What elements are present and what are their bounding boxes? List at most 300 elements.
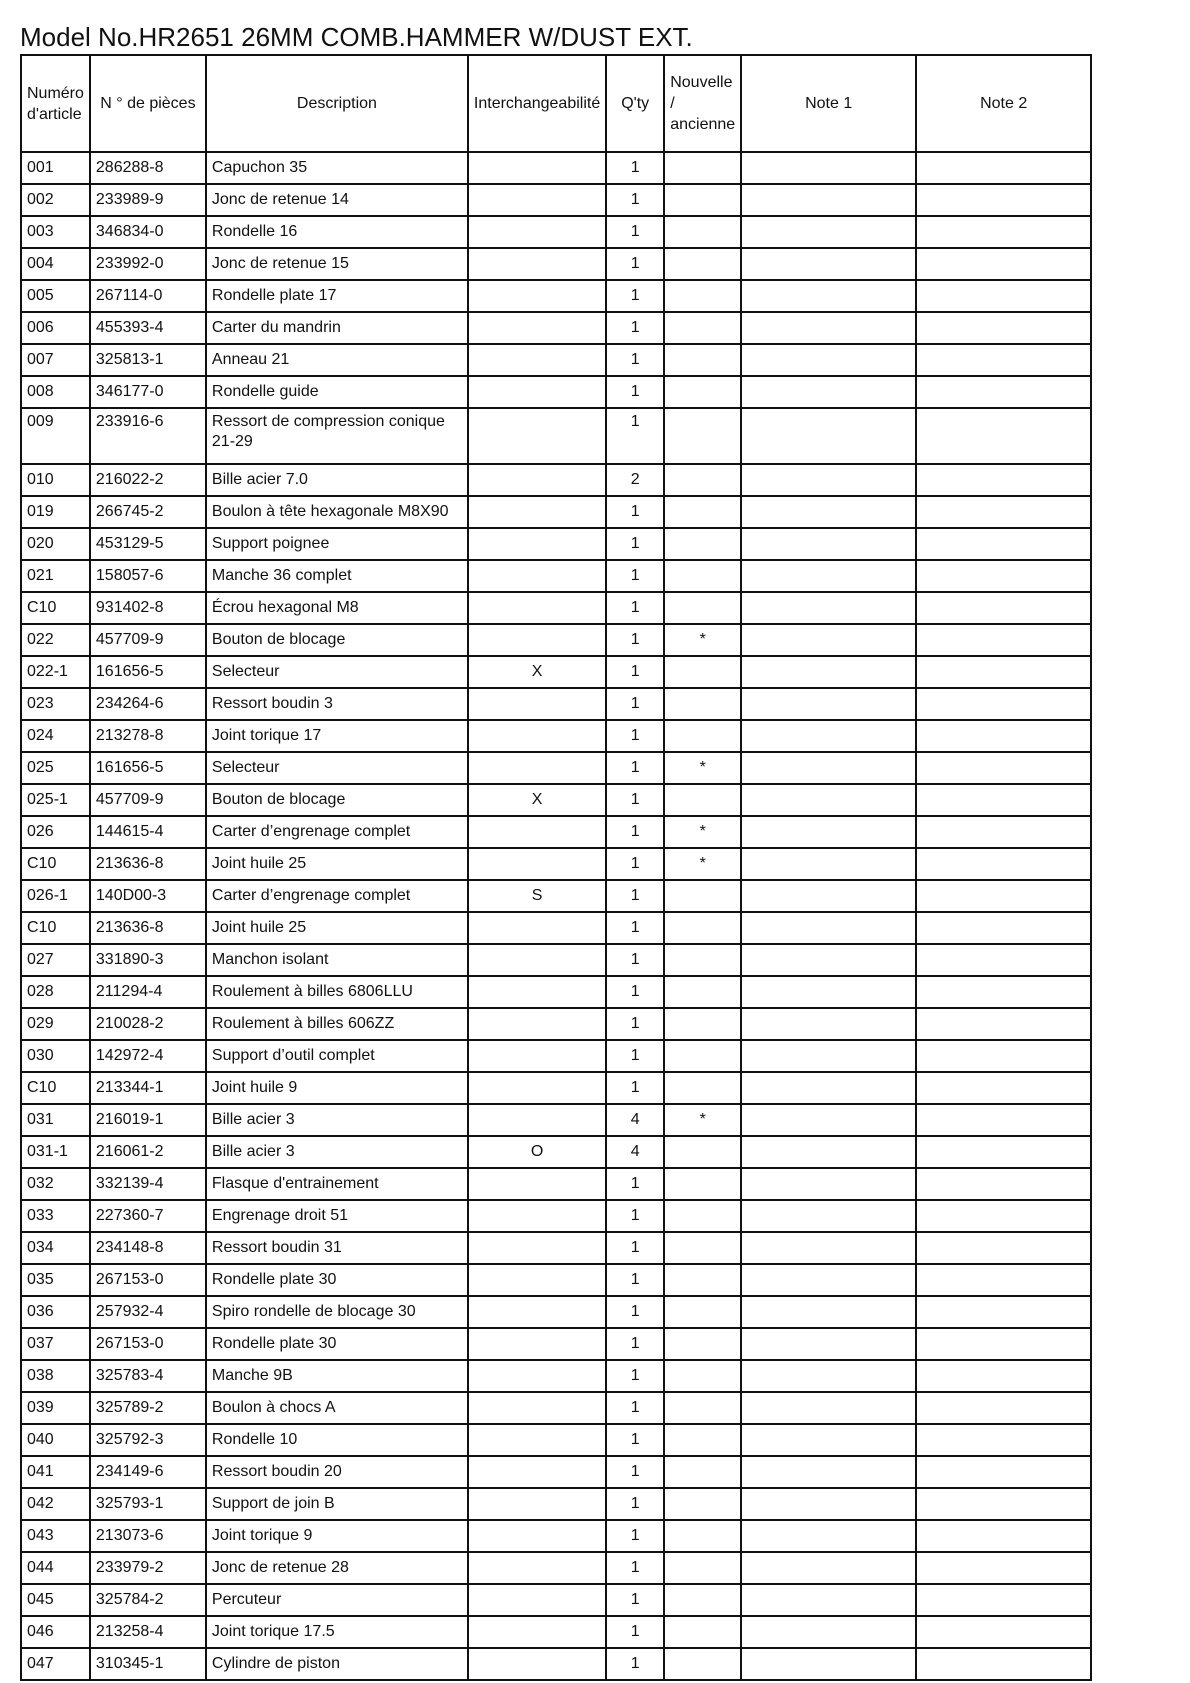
cell-quantity: 1 bbox=[606, 816, 664, 848]
cell-part-number: 931402-8 bbox=[90, 592, 206, 624]
cell-note-2 bbox=[916, 1040, 1091, 1072]
cell-interchangeability: X bbox=[468, 656, 606, 688]
cell-new-old bbox=[664, 184, 741, 216]
cell-note-1 bbox=[741, 376, 916, 408]
cell-description: Jonc de retenue 14 bbox=[206, 184, 468, 216]
table-row bbox=[21, 560, 1091, 592]
cell-note-2 bbox=[916, 344, 1091, 376]
table-row bbox=[21, 1264, 1091, 1296]
cell-interchangeability bbox=[468, 592, 606, 624]
cell-note-2 bbox=[916, 944, 1091, 976]
table-row bbox=[21, 280, 1091, 312]
cell-quantity: 1 bbox=[606, 152, 664, 184]
cell-part-number: 457709-9 bbox=[90, 624, 206, 656]
cell-quantity: 1 bbox=[606, 1488, 664, 1520]
cell-part-number: 346177-0 bbox=[90, 376, 206, 408]
cell-interchangeability bbox=[468, 1360, 606, 1392]
cell-quantity: 1 bbox=[606, 1072, 664, 1104]
cell-description: Joint huile 25 bbox=[206, 848, 468, 880]
cell-note-1 bbox=[741, 752, 916, 784]
cell-new-old bbox=[664, 560, 741, 592]
cell-part-number: 233992-0 bbox=[90, 248, 206, 280]
cell-new-old bbox=[664, 1040, 741, 1072]
cell-interchangeability bbox=[468, 560, 606, 592]
cell-new-old bbox=[664, 912, 741, 944]
cell-interchangeability bbox=[468, 1520, 606, 1552]
cell-note-1 bbox=[741, 1456, 916, 1488]
cell-description: Carter d’engrenage complet bbox=[206, 880, 468, 912]
cell-new-old: * bbox=[664, 816, 741, 848]
cell-description: Bille acier 3 bbox=[206, 1104, 468, 1136]
cell-new-old bbox=[664, 784, 741, 816]
cell-note-1 bbox=[741, 656, 916, 688]
cell-note-2 bbox=[916, 912, 1091, 944]
cell-interchangeability bbox=[468, 376, 606, 408]
cell-new-old: * bbox=[664, 1104, 741, 1136]
cell-interchangeability bbox=[468, 496, 606, 528]
cell-description: Ressort de compression conique 21-29 bbox=[206, 408, 468, 464]
cell-note-2 bbox=[916, 720, 1091, 752]
cell-part-number: 158057-6 bbox=[90, 560, 206, 592]
cell-part-number: 210028-2 bbox=[90, 1008, 206, 1040]
cell-interchangeability bbox=[468, 1424, 606, 1456]
cell-description: Selecteur bbox=[206, 656, 468, 688]
cell-description: Roulement à billes 6806LLU bbox=[206, 976, 468, 1008]
cell-note-2 bbox=[916, 816, 1091, 848]
cell-note-2 bbox=[916, 408, 1091, 464]
cell-quantity: 1 bbox=[606, 1616, 664, 1648]
cell-part-number: 325793-1 bbox=[90, 1488, 206, 1520]
cell-interchangeability bbox=[468, 464, 606, 496]
cell-interchangeability: X bbox=[468, 784, 606, 816]
cell-description: Rondelle plate 30 bbox=[206, 1328, 468, 1360]
cell-note-2 bbox=[916, 1168, 1091, 1200]
cell-note-2 bbox=[916, 496, 1091, 528]
cell-part-number: 455393-4 bbox=[90, 312, 206, 344]
cell-interchangeability bbox=[468, 1200, 606, 1232]
cell-note-2 bbox=[916, 1072, 1091, 1104]
cell-interchangeability bbox=[468, 1040, 606, 1072]
cell-note-2 bbox=[916, 184, 1091, 216]
cell-part-number: 213344-1 bbox=[90, 1072, 206, 1104]
cell-item-number: 034 bbox=[21, 1232, 90, 1264]
cell-note-1 bbox=[741, 1168, 916, 1200]
cell-note-1 bbox=[741, 1264, 916, 1296]
cell-note-2 bbox=[916, 976, 1091, 1008]
page-title: Model No.HR2651 26MM COMB.HAMMER W/DUST EXT. bbox=[20, 22, 693, 52]
table-row bbox=[21, 1168, 1091, 1200]
cell-interchangeability bbox=[468, 1648, 606, 1680]
cell-item-number: 031-1 bbox=[21, 1136, 90, 1168]
cell-description: Boulon à tête hexagonale M8X90 bbox=[206, 496, 468, 528]
table-row bbox=[21, 464, 1091, 496]
cell-item-number: 026-1 bbox=[21, 880, 90, 912]
cell-item-number: 028 bbox=[21, 976, 90, 1008]
cell-note-1 bbox=[741, 784, 916, 816]
cell-quantity: 1 bbox=[606, 848, 664, 880]
cell-item-number: 026 bbox=[21, 816, 90, 848]
cell-description: Joint torique 9 bbox=[206, 1520, 468, 1552]
cell-note-2 bbox=[916, 1424, 1091, 1456]
header-interchangeability: Interchangeabilité bbox=[468, 55, 606, 152]
header-new-old: Nouvelle / ancienne bbox=[664, 55, 741, 152]
cell-note-2 bbox=[916, 528, 1091, 560]
cell-item-number: 025-1 bbox=[21, 784, 90, 816]
table-row bbox=[21, 848, 1091, 880]
cell-interchangeability bbox=[468, 1616, 606, 1648]
cell-quantity: 1 bbox=[606, 592, 664, 624]
table-row bbox=[21, 720, 1091, 752]
cell-note-2 bbox=[916, 1200, 1091, 1232]
table-row bbox=[21, 1648, 1091, 1680]
cell-item-number: 010 bbox=[21, 464, 90, 496]
cell-quantity: 1 bbox=[606, 1328, 664, 1360]
cell-part-number: 266745-2 bbox=[90, 496, 206, 528]
cell-new-old bbox=[664, 464, 741, 496]
cell-item-number: 033 bbox=[21, 1200, 90, 1232]
cell-new-old bbox=[664, 1328, 741, 1360]
table-row bbox=[21, 184, 1091, 216]
cell-description: Support d’outil complet bbox=[206, 1040, 468, 1072]
cell-interchangeability bbox=[468, 1488, 606, 1520]
cell-item-number: 042 bbox=[21, 1488, 90, 1520]
cell-new-old bbox=[664, 1008, 741, 1040]
cell-note-2 bbox=[916, 1456, 1091, 1488]
cell-quantity: 1 bbox=[606, 1040, 664, 1072]
cell-quantity: 1 bbox=[606, 656, 664, 688]
cell-description: Bouton de blocage bbox=[206, 784, 468, 816]
cell-quantity: 1 bbox=[606, 376, 664, 408]
cell-note-1 bbox=[741, 1008, 916, 1040]
cell-part-number: 325783-4 bbox=[90, 1360, 206, 1392]
table-row bbox=[21, 1008, 1091, 1040]
cell-description: Bouton de blocage bbox=[206, 624, 468, 656]
cell-part-number: 267153-0 bbox=[90, 1328, 206, 1360]
cell-part-number: 211294-4 bbox=[90, 976, 206, 1008]
cell-note-2 bbox=[916, 1520, 1091, 1552]
cell-part-number: 140D00-3 bbox=[90, 880, 206, 912]
cell-new-old bbox=[664, 1296, 741, 1328]
cell-description: Bille acier 3 bbox=[206, 1136, 468, 1168]
cell-note-1 bbox=[741, 1520, 916, 1552]
cell-note-1 bbox=[741, 880, 916, 912]
cell-description: Ressort boudin 31 bbox=[206, 1232, 468, 1264]
cell-new-old bbox=[664, 1456, 741, 1488]
cell-interchangeability bbox=[468, 1232, 606, 1264]
cell-new-old bbox=[664, 1072, 741, 1104]
cell-item-number: 025 bbox=[21, 752, 90, 784]
table-row bbox=[21, 1200, 1091, 1232]
cell-note-2 bbox=[916, 1104, 1091, 1136]
cell-note-1 bbox=[741, 1200, 916, 1232]
cell-description: Boulon à chocs A bbox=[206, 1392, 468, 1424]
cell-quantity: 1 bbox=[606, 1424, 664, 1456]
table-row bbox=[21, 1520, 1091, 1552]
cell-new-old bbox=[664, 1360, 741, 1392]
cell-item-number: C10 bbox=[21, 848, 90, 880]
cell-description: Joint torique 17.5 bbox=[206, 1616, 468, 1648]
cell-part-number: 216022-2 bbox=[90, 464, 206, 496]
cell-note-2 bbox=[916, 376, 1091, 408]
cell-description: Manche 9B bbox=[206, 1360, 468, 1392]
cell-item-number: 009 bbox=[21, 408, 90, 464]
cell-note-2 bbox=[916, 1392, 1091, 1424]
cell-note-2 bbox=[916, 848, 1091, 880]
cell-note-1 bbox=[741, 560, 916, 592]
cell-item-number: 022-1 bbox=[21, 656, 90, 688]
cell-description: Jonc de retenue 28 bbox=[206, 1552, 468, 1584]
cell-part-number: 346834-0 bbox=[90, 216, 206, 248]
cell-description: Capuchon 35 bbox=[206, 152, 468, 184]
cell-item-number: 035 bbox=[21, 1264, 90, 1296]
cell-new-old bbox=[664, 344, 741, 376]
cell-interchangeability bbox=[468, 1456, 606, 1488]
cell-part-number: 286288-8 bbox=[90, 152, 206, 184]
cell-item-number: 044 bbox=[21, 1552, 90, 1584]
table-row bbox=[21, 1296, 1091, 1328]
header-part-number: N ° de pièces bbox=[90, 55, 206, 152]
cell-interchangeability bbox=[468, 528, 606, 560]
cell-item-number: 040 bbox=[21, 1424, 90, 1456]
cell-part-number: 257932-4 bbox=[90, 1296, 206, 1328]
cell-note-2 bbox=[916, 1488, 1091, 1520]
table-row bbox=[21, 1328, 1091, 1360]
cell-note-1 bbox=[741, 1328, 916, 1360]
cell-note-1 bbox=[741, 720, 916, 752]
cell-note-1 bbox=[741, 848, 916, 880]
cell-new-old bbox=[664, 1392, 741, 1424]
cell-description: Joint huile 9 bbox=[206, 1072, 468, 1104]
cell-part-number: 213258-4 bbox=[90, 1616, 206, 1648]
cell-new-old bbox=[664, 688, 741, 720]
cell-interchangeability bbox=[468, 720, 606, 752]
cell-note-2 bbox=[916, 1328, 1091, 1360]
cell-description: Spiro rondelle de blocage 30 bbox=[206, 1296, 468, 1328]
cell-new-old bbox=[664, 592, 741, 624]
cell-part-number: 310345-1 bbox=[90, 1648, 206, 1680]
cell-quantity: 1 bbox=[606, 976, 664, 1008]
table-row bbox=[21, 1136, 1091, 1168]
cell-part-number: 144615-4 bbox=[90, 816, 206, 848]
cell-interchangeability bbox=[468, 344, 606, 376]
cell-part-number: 234149-6 bbox=[90, 1456, 206, 1488]
cell-interchangeability: O bbox=[468, 1136, 606, 1168]
cell-interchangeability bbox=[468, 688, 606, 720]
cell-interchangeability bbox=[468, 216, 606, 248]
cell-note-2 bbox=[916, 1584, 1091, 1616]
cell-description: Selecteur bbox=[206, 752, 468, 784]
cell-description: Flasque d'entrainement bbox=[206, 1168, 468, 1200]
cell-quantity: 1 bbox=[606, 1008, 664, 1040]
cell-note-1 bbox=[741, 184, 916, 216]
cell-new-old bbox=[664, 216, 741, 248]
cell-new-old: * bbox=[664, 848, 741, 880]
cell-quantity: 2 bbox=[606, 464, 664, 496]
cell-note-2 bbox=[916, 1264, 1091, 1296]
cell-item-number: 037 bbox=[21, 1328, 90, 1360]
cell-description: Jonc de retenue 15 bbox=[206, 248, 468, 280]
cell-quantity: 1 bbox=[606, 752, 664, 784]
table-row bbox=[21, 152, 1091, 184]
cell-new-old bbox=[664, 1648, 741, 1680]
table-row bbox=[21, 248, 1091, 280]
cell-description: Écrou hexagonal M8 bbox=[206, 592, 468, 624]
cell-interchangeability bbox=[468, 152, 606, 184]
cell-quantity: 1 bbox=[606, 496, 664, 528]
cell-quantity: 4 bbox=[606, 1104, 664, 1136]
parts-table bbox=[20, 54, 1092, 1681]
cell-interchangeability bbox=[468, 280, 606, 312]
cell-note-2 bbox=[916, 592, 1091, 624]
table-row bbox=[21, 408, 1091, 464]
cell-part-number: 216019-1 bbox=[90, 1104, 206, 1136]
cell-part-number: 453129-5 bbox=[90, 528, 206, 560]
cell-quantity: 1 bbox=[606, 688, 664, 720]
cell-part-number: 213636-8 bbox=[90, 912, 206, 944]
cell-interchangeability bbox=[468, 752, 606, 784]
cell-note-1 bbox=[741, 1488, 916, 1520]
cell-note-1 bbox=[741, 280, 916, 312]
cell-quantity: 1 bbox=[606, 720, 664, 752]
cell-description: Support poignee bbox=[206, 528, 468, 560]
cell-note-2 bbox=[916, 1616, 1091, 1648]
cell-quantity: 1 bbox=[606, 280, 664, 312]
cell-new-old bbox=[664, 1200, 741, 1232]
table-row bbox=[21, 1104, 1091, 1136]
cell-quantity: 1 bbox=[606, 912, 664, 944]
cell-new-old bbox=[664, 408, 741, 464]
cell-note-2 bbox=[916, 280, 1091, 312]
cell-new-old bbox=[664, 312, 741, 344]
cell-item-number: 002 bbox=[21, 184, 90, 216]
cell-description: Rondelle plate 30 bbox=[206, 1264, 468, 1296]
cell-note-1 bbox=[741, 912, 916, 944]
cell-quantity: 1 bbox=[606, 1200, 664, 1232]
cell-note-1 bbox=[741, 1552, 916, 1584]
cell-quantity: 1 bbox=[606, 1360, 664, 1392]
table-row bbox=[21, 1040, 1091, 1072]
cell-part-number: 213278-8 bbox=[90, 720, 206, 752]
table-row bbox=[21, 656, 1091, 688]
cell-quantity: 1 bbox=[606, 880, 664, 912]
cell-new-old bbox=[664, 1424, 741, 1456]
cell-note-1 bbox=[741, 1360, 916, 1392]
cell-new-old bbox=[664, 1616, 741, 1648]
cell-interchangeability bbox=[468, 1552, 606, 1584]
cell-item-number: 032 bbox=[21, 1168, 90, 1200]
header-description: Description bbox=[206, 55, 468, 152]
cell-item-number: 039 bbox=[21, 1392, 90, 1424]
cell-description: Cylindre de piston bbox=[206, 1648, 468, 1680]
cell-description: Anneau 21 bbox=[206, 344, 468, 376]
cell-part-number: 457709-9 bbox=[90, 784, 206, 816]
cell-note-2 bbox=[916, 752, 1091, 784]
cell-new-old bbox=[664, 656, 741, 688]
cell-item-number: C10 bbox=[21, 1072, 90, 1104]
cell-quantity: 1 bbox=[606, 624, 664, 656]
cell-item-number: 036 bbox=[21, 1296, 90, 1328]
table-row bbox=[21, 1072, 1091, 1104]
cell-new-old bbox=[664, 1168, 741, 1200]
cell-item-number: 031 bbox=[21, 1104, 90, 1136]
cell-item-number: 008 bbox=[21, 376, 90, 408]
cell-note-2 bbox=[916, 1360, 1091, 1392]
cell-note-1 bbox=[741, 1392, 916, 1424]
cell-interchangeability bbox=[468, 976, 606, 1008]
table-row bbox=[21, 592, 1091, 624]
cell-quantity: 1 bbox=[606, 560, 664, 592]
cell-interchangeability bbox=[468, 1168, 606, 1200]
cell-quantity: 1 bbox=[606, 784, 664, 816]
cell-description: Manche 36 complet bbox=[206, 560, 468, 592]
cell-description: Rondelle plate 17 bbox=[206, 280, 468, 312]
cell-description: Engrenage droit 51 bbox=[206, 1200, 468, 1232]
cell-item-number: 024 bbox=[21, 720, 90, 752]
cell-part-number: 325789-2 bbox=[90, 1392, 206, 1424]
table-row bbox=[21, 944, 1091, 976]
table-row bbox=[21, 912, 1091, 944]
cell-note-1 bbox=[741, 344, 916, 376]
cell-interchangeability bbox=[468, 624, 606, 656]
cell-part-number: 161656-5 bbox=[90, 752, 206, 784]
cell-note-1 bbox=[741, 496, 916, 528]
cell-note-1 bbox=[741, 1616, 916, 1648]
cell-item-number: 004 bbox=[21, 248, 90, 280]
cell-quantity: 4 bbox=[606, 1136, 664, 1168]
cell-new-old bbox=[664, 976, 741, 1008]
table-body bbox=[21, 152, 1091, 1680]
cell-note-1 bbox=[741, 1424, 916, 1456]
cell-description: Rondelle guide bbox=[206, 376, 468, 408]
cell-description: Roulement à billes 606ZZ bbox=[206, 1008, 468, 1040]
cell-note-2 bbox=[916, 152, 1091, 184]
cell-new-old bbox=[664, 496, 741, 528]
table-row bbox=[21, 784, 1091, 816]
cell-note-1 bbox=[741, 1232, 916, 1264]
cell-new-old bbox=[664, 1264, 741, 1296]
cell-note-2 bbox=[916, 1136, 1091, 1168]
cell-note-1 bbox=[741, 944, 916, 976]
table-row bbox=[21, 1552, 1091, 1584]
cell-note-1 bbox=[741, 1072, 916, 1104]
cell-new-old bbox=[664, 720, 741, 752]
cell-interchangeability bbox=[468, 944, 606, 976]
cell-item-number: 022 bbox=[21, 624, 90, 656]
cell-note-2 bbox=[916, 688, 1091, 720]
cell-note-2 bbox=[916, 464, 1091, 496]
header-quantity: Q'ty bbox=[606, 55, 664, 152]
cell-interchangeability bbox=[468, 408, 606, 464]
cell-description: Joint huile 25 bbox=[206, 912, 468, 944]
cell-note-1 bbox=[741, 624, 916, 656]
cell-new-old bbox=[664, 880, 741, 912]
cell-interchangeability bbox=[468, 1264, 606, 1296]
cell-item-number: 007 bbox=[21, 344, 90, 376]
cell-interchangeability bbox=[468, 1392, 606, 1424]
cell-interchangeability bbox=[468, 1296, 606, 1328]
cell-new-old bbox=[664, 1488, 741, 1520]
table-row bbox=[21, 1488, 1091, 1520]
table-row bbox=[21, 528, 1091, 560]
cell-note-1 bbox=[741, 1296, 916, 1328]
cell-part-number: 325784-2 bbox=[90, 1584, 206, 1616]
cell-note-2 bbox=[916, 880, 1091, 912]
cell-note-1 bbox=[741, 528, 916, 560]
cell-note-1 bbox=[741, 408, 916, 464]
cell-part-number: 216061-2 bbox=[90, 1136, 206, 1168]
cell-new-old bbox=[664, 1584, 741, 1616]
cell-part-number: 161656-5 bbox=[90, 656, 206, 688]
